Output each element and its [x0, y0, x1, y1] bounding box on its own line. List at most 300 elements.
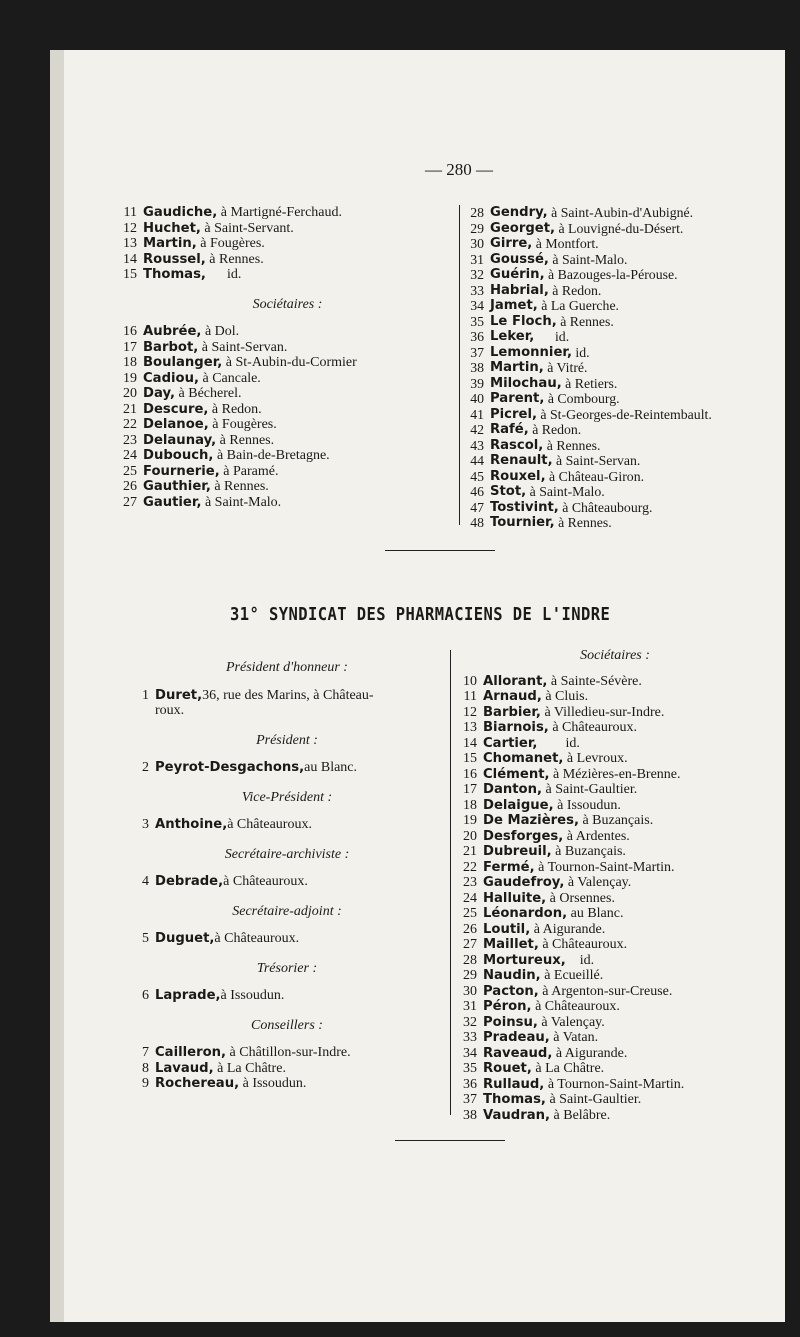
list-item: [462, 236, 792, 252]
member-name: Rafé,: [490, 422, 529, 437]
member-name: Rascol,: [490, 437, 544, 453]
member-location: à Châteauroux.: [531, 999, 620, 1014]
item-number: 21: [123, 401, 137, 417]
item-number: 16: [123, 324, 137, 339]
list-item: [462, 515, 792, 531]
member-name: Aubrée,: [143, 324, 202, 339]
list-item: [115, 324, 460, 340]
member-name: Martin,: [490, 360, 544, 375]
list-item: [462, 469, 792, 485]
top-left-list: [115, 205, 460, 283]
president-heading: Président :: [256, 732, 318, 748]
member-name: Delaigue,: [483, 797, 554, 813]
member-location: à Bain-de-Bretagne.: [213, 448, 330, 463]
item-number: 19: [123, 370, 137, 386]
member-location: à Sainte-Sévère.: [547, 673, 642, 689]
member-name: Picrel,: [490, 406, 537, 422]
member-name: Péron,: [483, 999, 532, 1014]
member-name: Fermé,: [483, 859, 535, 875]
list-item: [127, 1045, 447, 1061]
member-name: Le Floch,: [490, 313, 557, 329]
item-number: 30: [470, 236, 484, 251]
member-location: à Argenton-sur-Creuse.: [538, 983, 673, 999]
item-number: 36: [470, 329, 484, 344]
item-number: 29: [463, 968, 477, 983]
member-name: Georget,: [490, 220, 556, 236]
list-item: [455, 782, 775, 798]
member-location: à Vitré.: [543, 360, 588, 375]
list-item: [455, 844, 775, 860]
member-location: à Mézières-en-Brenne.: [549, 766, 681, 782]
list-item: [462, 267, 792, 283]
member-name: Goussé,: [490, 251, 549, 267]
list-item: [115, 371, 460, 387]
member-location: à Fougères.: [208, 417, 277, 432]
member-location: à La Châtre.: [531, 1061, 605, 1076]
member-location: à Ecueillé.: [540, 968, 604, 983]
member-location: à Bécherel.: [175, 386, 242, 401]
list-item: [455, 891, 775, 907]
item-number: 44: [470, 453, 484, 468]
member-location: à Buzançais.: [551, 844, 626, 859]
member-name: Cartier,: [483, 735, 538, 751]
item-number: 22: [123, 417, 137, 432]
bottom-separator: [395, 1140, 505, 1141]
member-location: à Cluis.: [541, 689, 589, 704]
member-name: Cadiou,: [143, 370, 199, 386]
item-number: 14: [463, 735, 477, 751]
member-location: à Aigurande.: [552, 1045, 628, 1061]
list-item: [462, 221, 792, 237]
member-location: à Dol.: [201, 324, 240, 339]
item-number: 48: [470, 515, 484, 530]
list-item: [115, 355, 460, 371]
item-number: 28: [463, 952, 477, 968]
member-name: Tournier,: [490, 515, 555, 530]
list-item: [455, 875, 775, 891]
item-number: 23: [463, 875, 477, 890]
item-number: 10: [463, 673, 477, 689]
member-name: Gaudiche,: [143, 205, 218, 220]
member-location: à Fougères.: [196, 236, 265, 251]
list-item: [115, 417, 460, 433]
member-name: Halluite,: [483, 890, 547, 906]
member-name: Martin,: [143, 236, 197, 251]
item-number: 37: [470, 344, 484, 360]
member-location: à Saint-Malo.: [526, 484, 605, 499]
members-list: [455, 674, 775, 1124]
member-name: Cailleron,: [155, 1045, 227, 1060]
item-number: 27: [123, 494, 137, 510]
list-item: [462, 407, 792, 423]
top-right-list: [462, 205, 792, 531]
member-location: au Blanc.: [567, 906, 624, 921]
member-name: Rouxel,: [490, 468, 546, 484]
list-item: [455, 984, 775, 1000]
item-number: 31: [463, 999, 477, 1014]
member-name: Danton,: [483, 782, 542, 797]
members-heading: Sociétaires :: [580, 648, 650, 663]
list-item: [462, 453, 792, 469]
member-name: Barbot,: [143, 339, 199, 355]
item-number: 22: [463, 859, 477, 875]
member-location: à Saint-Servan.: [552, 453, 641, 468]
list-item: [462, 438, 792, 454]
list-item: [115, 252, 460, 268]
item-number: 17: [463, 782, 477, 797]
item-number: 31: [470, 251, 484, 267]
list-item: [115, 386, 460, 402]
member-name: Stot,: [490, 484, 527, 499]
treasurer-heading: Trésorier :: [256, 960, 318, 976]
page-number: — 280 —: [425, 160, 493, 179]
member-location: à Rennes.: [205, 251, 264, 267]
member-location: à Villedieu-sur-Indre.: [540, 704, 665, 720]
item-number: 29: [470, 220, 484, 236]
item-number: 47: [470, 499, 484, 515]
item-number: 27: [463, 937, 477, 952]
item-number: 20: [463, 828, 477, 844]
item-number: 39: [470, 375, 484, 391]
member-name: Barbier,: [483, 704, 541, 720]
item-number: 35: [463, 1061, 477, 1076]
member-name: Descure,: [143, 401, 209, 417]
member-location: à Châteauroux.: [548, 720, 638, 735]
item-number: 11: [463, 689, 477, 704]
list-item: [455, 922, 775, 938]
item-number: 12: [463, 704, 477, 720]
bottom-right-column: [455, 648, 775, 1123]
councillors-heading: Conseillers :: [251, 1017, 323, 1033]
member-name: Desforges,: [483, 828, 564, 844]
list-item: [462, 484, 792, 500]
list-item: [455, 937, 775, 953]
list-item: [462, 422, 792, 438]
item-number: 28: [470, 205, 484, 220]
list-item: [455, 751, 775, 767]
member-name: Jamet,: [490, 298, 538, 313]
member-location: à Redon.: [208, 401, 262, 417]
member-name: Chomanet,: [483, 751, 564, 766]
item-number: 15: [123, 267, 137, 282]
member-name: Loutil,: [483, 921, 531, 937]
member-location: à Orsennes.: [546, 890, 615, 906]
list-item: [127, 1076, 447, 1092]
list-item: [115, 205, 460, 221]
list-item: [462, 205, 792, 221]
item-number: 38: [463, 1107, 477, 1123]
member-location: à Combourg.: [544, 391, 620, 406]
list-item: [115, 236, 460, 252]
member-location: à Tournon-Saint-Martin.: [534, 859, 675, 875]
list-item: [462, 391, 792, 407]
list-item: 4 Debrade, à Châteauroux.: [142, 874, 308, 889]
top-column-divider: [459, 205, 460, 525]
item-number: 13: [463, 720, 477, 735]
member-location: à Louvigné-du-Désert.: [555, 220, 684, 236]
member-name: Biarnois,: [483, 720, 549, 735]
list-item: [455, 1108, 775, 1124]
item-number: 26: [123, 479, 137, 494]
member-name: Delanoe,: [143, 417, 209, 432]
item-number: 7: [142, 1045, 149, 1060]
item-number: 43: [470, 437, 484, 453]
item-number: 21: [463, 844, 477, 859]
member-location: id.: [565, 952, 595, 968]
list-item: [455, 1046, 775, 1062]
list-item: [115, 448, 460, 464]
member-name: Tostivint,: [490, 499, 559, 515]
list-item: [462, 298, 792, 314]
member-location: à Paramé.: [219, 463, 279, 479]
top-left-list-2: [115, 324, 460, 510]
member-location: à La Guerche.: [537, 298, 620, 313]
member-name: Delaunay,: [143, 432, 217, 448]
member-name: Parent,: [490, 391, 545, 406]
list-item: 5 Duguet, à Châteauroux.: [142, 931, 300, 946]
member-location: à Saint-Gaultier.: [545, 1092, 642, 1107]
list-item: [462, 376, 792, 392]
member-location: à Rennes.: [216, 432, 275, 448]
list-item: [455, 813, 775, 829]
member-name: Fournerie,: [143, 463, 220, 479]
member-location: id.: [537, 735, 580, 751]
item-number: 46: [470, 484, 484, 499]
member-location: à Montfort.: [532, 236, 599, 251]
member-location: à Retiers.: [561, 375, 618, 391]
member-location: à Saint-Malo.: [548, 251, 628, 267]
member-name: Lemonnier,: [490, 344, 572, 360]
member-location: à St-Aubin-du-Cormier: [222, 355, 357, 370]
list-item: [455, 1077, 775, 1093]
member-location: à Redon.: [548, 282, 602, 298]
member-location: à Saint-Servant.: [200, 220, 294, 236]
list-item: [462, 360, 792, 376]
member-name: De Mazières,: [483, 813, 579, 828]
member-location: id.: [534, 329, 570, 344]
item-number: 38: [470, 360, 484, 375]
member-location: à Châteaubourg.: [558, 499, 653, 515]
member-name: Allorant,: [483, 673, 548, 689]
member-name: Gautier,: [143, 494, 202, 510]
item-number: 12: [123, 220, 137, 236]
list-item: [455, 1030, 775, 1046]
member-name: Gendry,: [490, 205, 548, 220]
member-location: à Vatan.: [549, 1030, 599, 1045]
list-item: [455, 705, 775, 721]
member-location: à Rennes.: [554, 515, 612, 530]
item-number: 9: [142, 1076, 149, 1091]
member-name: Thomas,: [483, 1092, 546, 1107]
list-item: [115, 267, 460, 283]
item-number: 25: [463, 906, 477, 921]
member-name: Dubouch,: [143, 448, 214, 463]
member-location: à Saint-Malo.: [201, 494, 282, 510]
societaires-heading: Sociétaires :: [252, 296, 323, 312]
list-item: [462, 345, 792, 361]
member-location: à Valençay.: [564, 875, 632, 890]
bottom-left-column: [127, 660, 447, 1092]
member-name: Habrial,: [490, 282, 549, 298]
member-name: Girre,: [490, 236, 533, 251]
member-location: à Martigné-Ferchaud.: [217, 205, 343, 220]
list-item: [462, 314, 792, 330]
member-name: Léonardon,: [483, 906, 568, 921]
member-name: Clément,: [483, 766, 550, 782]
list-item-continuation: roux.: [155, 703, 185, 718]
section-title: 31° SYNDICAT DES PHARMACIENS DE L'INDRE: [230, 604, 611, 625]
member-name: Poinsu,: [483, 1014, 538, 1030]
member-location: à Saint-Gaultier.: [542, 782, 638, 797]
member-location: à Issoudun.: [239, 1076, 307, 1091]
member-name: Rullaud,: [483, 1076, 545, 1092]
member-location: à Valençay.: [537, 1014, 605, 1030]
item-number: 35: [470, 313, 484, 329]
member-name: Naudin,: [483, 968, 541, 983]
item-number: 32: [463, 1014, 477, 1030]
member-name: Boulanger,: [143, 355, 223, 370]
item-number: 33: [463, 1030, 477, 1045]
item-number: 34: [470, 298, 484, 313]
member-location: à Rennes.: [556, 313, 614, 329]
member-name: Thomas,: [143, 267, 206, 282]
list-item: [455, 1015, 775, 1031]
item-number: 34: [463, 1045, 477, 1061]
item-number: 30: [463, 983, 477, 999]
member-location: à Château-Giron.: [545, 468, 645, 484]
list-item: [455, 999, 775, 1015]
list-item: [115, 402, 460, 418]
member-location: à Rennes.: [543, 437, 601, 453]
member-location: à Redon.: [528, 422, 582, 437]
list-item: [455, 674, 775, 690]
member-name: Maillet,: [483, 937, 539, 952]
item-number: 26: [463, 921, 477, 937]
list-item: [455, 689, 775, 705]
member-name: Renault,: [490, 453, 553, 468]
item-number: 36: [463, 1076, 477, 1092]
list-item: [462, 283, 792, 299]
member-name: Vaudran,: [483, 1107, 551, 1123]
list-item: [115, 479, 460, 495]
member-name: Gaudefroy,: [483, 875, 565, 890]
list-item: 6 Laprade, à Issoudun.: [142, 988, 285, 1003]
list-item: 3 Anthoine, à Châteauroux.: [142, 817, 312, 832]
list-item: [115, 464, 460, 480]
member-location: à Ardentes.: [563, 828, 630, 844]
item-number: 13: [123, 236, 137, 251]
member-location: à Aigurande.: [530, 921, 606, 937]
member-name: Pacton,: [483, 983, 539, 999]
list-item: [455, 1092, 775, 1108]
item-number: 37: [463, 1092, 477, 1107]
member-name: Pradeau,: [483, 1030, 550, 1045]
item-number: 14: [123, 251, 137, 267]
assistant-secretary-heading: Secrétaire-adjoint :: [232, 903, 342, 919]
member-location: à Saint-Servan.: [198, 339, 288, 355]
item-number: 15: [463, 751, 477, 766]
member-name: Arnaud,: [483, 689, 542, 704]
member-location: à Saint-Aubin-d'Aubigné.: [547, 205, 694, 220]
list-item: [115, 433, 460, 449]
item-number: 40: [470, 391, 484, 406]
item-number: 42: [470, 422, 484, 437]
item-number: 17: [123, 339, 137, 355]
item-number: 32: [470, 267, 484, 282]
item-number: 11: [123, 205, 137, 220]
secretary-archivist-heading: Secrétaire-archiviste :: [224, 846, 350, 862]
councillors-list: [127, 1045, 447, 1092]
member-name: Guérin,: [490, 267, 545, 282]
list-item: [115, 340, 460, 356]
item-number: 24: [123, 448, 137, 463]
list-item: [455, 1061, 775, 1077]
member-location: à Levroux.: [563, 751, 628, 766]
item-number: 18: [123, 355, 137, 370]
list-item: [115, 221, 460, 237]
list-item: 2 Peyrot-Desgachons, au Blanc.: [142, 760, 358, 775]
list-item: 1 Duret, 36, rue des Marins, à Château-: [142, 687, 374, 703]
list-item: [455, 968, 775, 984]
member-location: à Issoudun.: [553, 797, 621, 813]
member-location: à Rennes.: [210, 479, 269, 494]
member-name: Rochereau,: [155, 1076, 240, 1091]
list-item: [455, 720, 775, 736]
member-name: Milochau,: [490, 375, 562, 391]
member-name: Roussel,: [143, 251, 206, 267]
item-number: 24: [463, 890, 477, 906]
member-location: à Châteauroux.: [538, 937, 628, 952]
member-location: id.: [571, 344, 590, 360]
member-location: à St-Georges-de-Reintembault.: [536, 406, 712, 422]
honorary-president-heading: Président d'honneur :: [226, 660, 348, 675]
member-location: à Tournon-Saint-Martin.: [544, 1076, 685, 1092]
bottom-column-divider: [450, 650, 451, 1115]
list-item: [455, 953, 775, 969]
list-item: [455, 736, 775, 752]
member-location: id.: [205, 267, 242, 282]
item-number: 41: [470, 406, 484, 422]
member-name: Huchet,: [143, 220, 201, 236]
item-number: 18: [463, 797, 477, 813]
top-left-column: [115, 205, 460, 510]
item-number: 45: [470, 468, 484, 484]
list-item: [462, 252, 792, 268]
top-separator: [385, 550, 495, 551]
item-number: 8: [142, 1060, 149, 1076]
member-location: à Belâbre.: [550, 1107, 611, 1123]
item-number: 33: [470, 282, 484, 298]
list-item: [127, 1061, 447, 1077]
list-item: [115, 495, 460, 511]
list-item: [462, 500, 792, 516]
member-location: à La Châtre.: [213, 1060, 286, 1076]
list-item: [455, 798, 775, 814]
member-name: Leker,: [490, 329, 535, 344]
item-number: 20: [123, 386, 137, 401]
member-location: à Cancale.: [199, 370, 261, 386]
member-name: Rouet,: [483, 1061, 532, 1076]
member-location: à Buzançais.: [578, 813, 654, 828]
item-number: 19: [463, 813, 477, 828]
member-name: Dubreuil,: [483, 844, 552, 859]
list-item: [455, 767, 775, 783]
list-item: [455, 829, 775, 845]
member-name: Lavaud,: [155, 1060, 214, 1076]
member-location: à Bazouges-la-Pérouse.: [544, 267, 678, 282]
vice-president-heading: Vice-Président :: [241, 789, 333, 805]
member-name: Gauthier,: [143, 479, 211, 494]
